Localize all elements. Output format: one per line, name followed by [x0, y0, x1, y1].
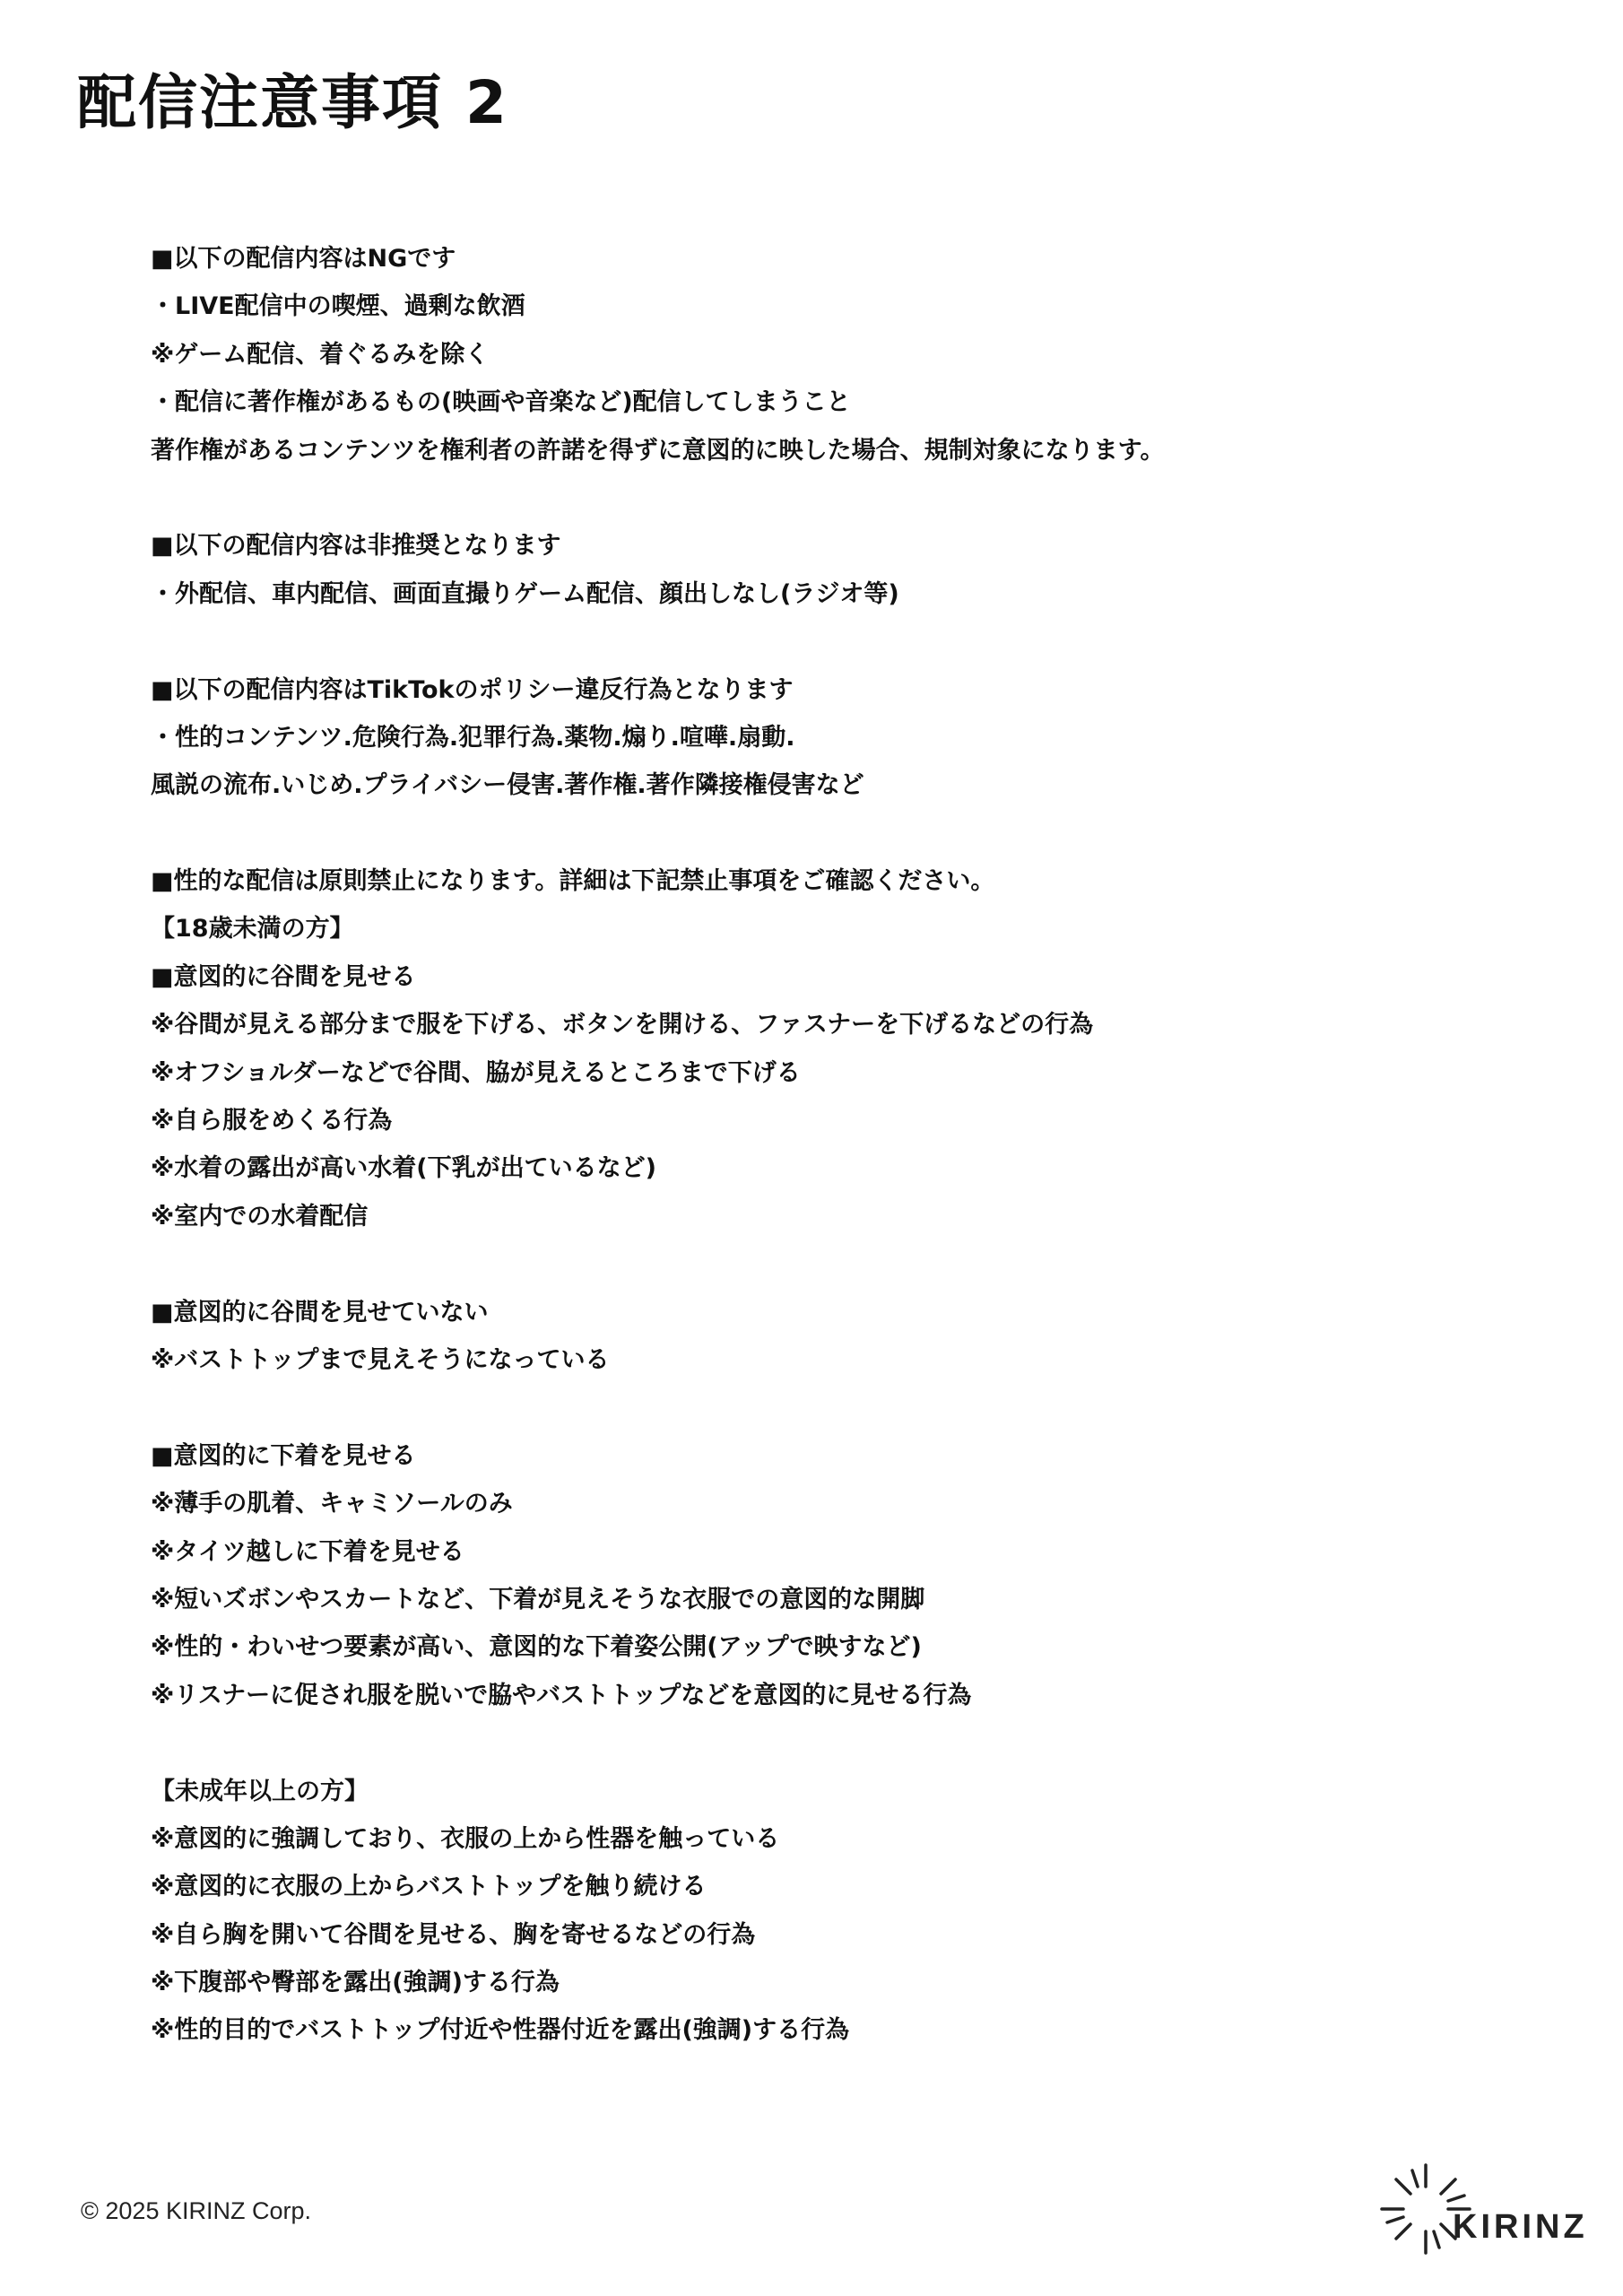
list-note: ※意図的に衣服の上からバストトップを触り続ける: [151, 1873, 707, 1901]
subsection-heading-adult: 【未成年以上の方】: [151, 1777, 369, 1805]
section-heading-ng: ■以下の配信内容はNGです: [151, 245, 456, 273]
list-note: ※下腹部や臀部を露出(強調)する行為: [151, 1969, 560, 1997]
list-item-continued: 風説の流布.いじめ.プライバシー侵害.著作権.著作隣接権侵害など: [151, 771, 864, 800]
list-note: ※谷間が見える部分まで服を下げる、ボタンを開ける、ファスナーを下げるなどの行為: [151, 1011, 1094, 1039]
list-item: ・外配信、車内配信、画面直撮りゲーム配信、顔出しなし(ラジオ等): [151, 579, 899, 608]
list-note: ※リスナーに促され服を脱いで脇やバストトップなどを意図的に見せる行為: [151, 1681, 972, 1709]
kirinz-logo: [1376, 2160, 1588, 2258]
list-note: ※水着の露出が高い水着(下乳が出ているなど): [151, 1154, 656, 1183]
section-heading-sexual-content: ■性的な配信は原則禁止になります。詳細は下記禁止事項をご確認ください。: [151, 867, 995, 896]
list-note: 著作権があるコンテンツを権利者の許諾を得ずに意図的に映した場合、規制対象になります。: [151, 436, 1165, 465]
list-note: ※自ら服をめくる行為: [151, 1107, 393, 1135]
spacer: [151, 1719, 1549, 1767]
list-item: ・性的コンテンツ.危険行為.犯罪行為.薬物.煽り.喧嘩.扇動.: [151, 723, 795, 752]
spacer: [151, 618, 1549, 665]
list-note: ※ゲーム配信、着ぐるみを除く: [151, 340, 490, 369]
list-note: ※薄手の肌着、キャミソールのみ: [151, 1490, 513, 1518]
notice-body: [151, 235, 1549, 2055]
section-heading-not-recommended: ■以下の配信内容は非推奨となります: [151, 532, 561, 561]
list-note: ※短いズボンやスカートなど、下着が見えそうな衣服での意図的な開脚: [151, 1585, 925, 1613]
list-item: ・LIVE配信中の喫煙、過剰な飲酒: [151, 292, 525, 321]
list-note: ※自ら胸を開いて谷間を見せる、胸を寄せるなどの行為: [151, 1920, 756, 1949]
copyright-text: © 2025 KIRINZ Corp.: [81, 2197, 311, 2224]
section-heading-tiktok-policy: ■以下の配信内容はTikTokのポリシー違反行為となります: [151, 675, 794, 704]
list-note: ※室内での水着配信: [151, 1202, 369, 1231]
list-note: ※オフショルダーなどで谷間、脇が見えるところまで下げる: [151, 1058, 801, 1087]
spacer: [151, 1240, 1549, 1288]
list-note: ※タイツ越しに下着を見せる: [151, 1537, 464, 1566]
list-item: ・配信に著作権があるもの(映画や音楽など)配信してしまうこと: [151, 388, 851, 417]
spacer: [151, 1384, 1549, 1431]
list-note: ※意図的に強調しており、衣服の上から性器を触っている: [151, 1824, 780, 1853]
rule-heading: ■意図的に谷間を見せていない: [151, 1298, 489, 1326]
list-note: ※バストトップまで見えそうになっている: [151, 1345, 610, 1374]
list-note: ※性的目的でバストトップ付近や性器付近を露出(強調)する行為: [151, 2016, 850, 2045]
rule-heading: ■意図的に下着を見せる: [151, 1441, 416, 1470]
spacer: [151, 474, 1549, 522]
list-note: ※性的・わいせつ要素が高い、意図的な下着姿公開(アップで映すなど): [151, 1633, 922, 1662]
spacer: [151, 810, 1549, 857]
logo-text: KIRINZ: [1453, 2208, 1588, 2246]
subsection-heading-under-18: 【18歳未満の方】: [151, 915, 354, 944]
rule-heading: ■意図的に谷間を見せる: [151, 962, 416, 991]
page-title: 配信注意事項 2: [77, 68, 508, 137]
